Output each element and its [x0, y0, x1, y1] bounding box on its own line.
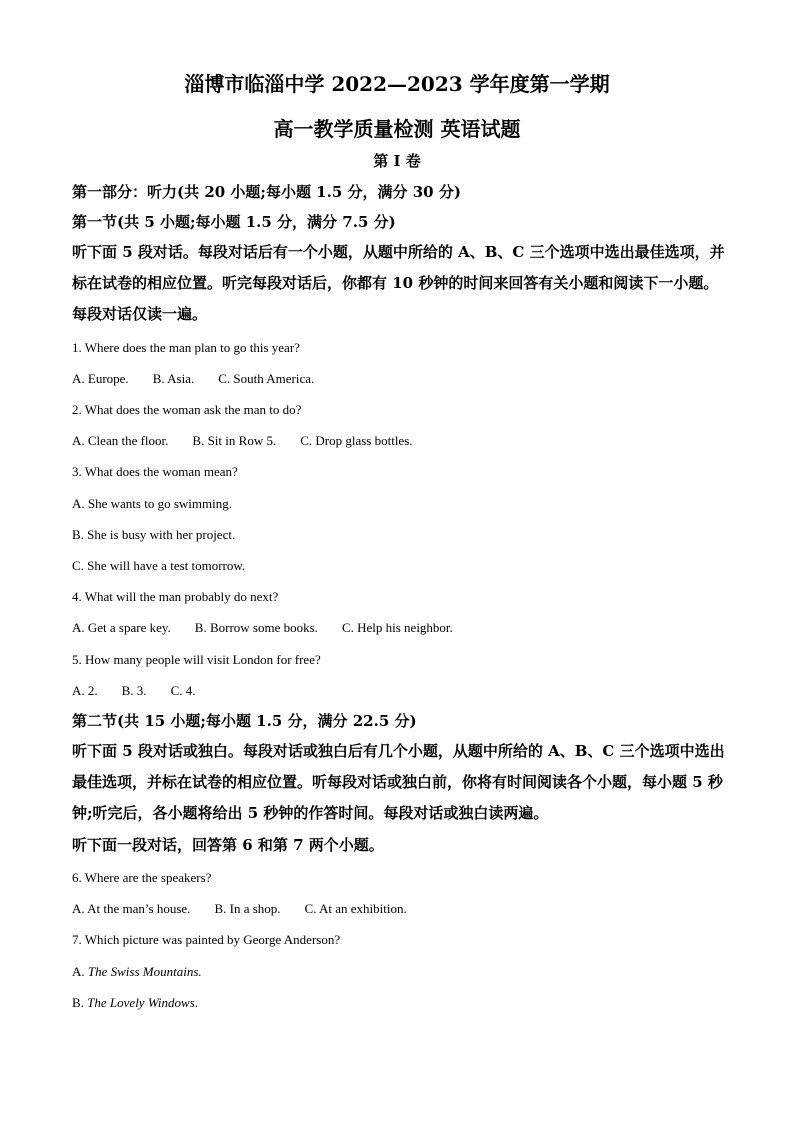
question-5-options	[72, 683, 219, 699]
question-6-options	[72, 901, 431, 917]
volume-label: 第 I 卷	[373, 152, 421, 170]
q1-option-b: B. Asia.	[152, 371, 195, 386]
q4-option-a: A. Get a spare key.	[72, 620, 171, 635]
q7-option-a-title: The Swiss Mountains.	[87, 964, 202, 979]
q5-option-b: B. 3.	[121, 683, 147, 698]
question-1-options	[72, 371, 338, 387]
question-4-stem: 4. What will the man probably do next?	[72, 589, 279, 604]
q7-option-a	[72, 964, 202, 980]
q2-option-a: A. Clean the floor.	[72, 433, 169, 448]
section1-instructions: 听下面 5 段对话。每段对话后有一个小题，从题中所给的 A、B、C 三个选项中选出最佳选项，并标在试卷的相应位置。听完每段对话后，你都有 10 秒钟的时间来回答有关小题和阅读下一小题。每段对话仅读一遍。	[72, 243, 725, 323]
q4-option-c: C. Help his neighbor.	[341, 620, 453, 635]
section1-heading: 第一节(共 5 小题;每小题 1.5 分，满分 7.5 分)	[72, 213, 396, 231]
q5-option-a: A. 2.	[72, 683, 98, 698]
q7-option-b-suffix: .	[194, 995, 199, 1010]
q6-option-b: B. In a shop.	[214, 901, 281, 916]
question-2-options	[72, 433, 437, 449]
q7-option-b-title: The Lovely Windows	[87, 995, 195, 1010]
section2-heading: 第二节(共 15 小题;每小题 1.5 分，满分 22.5 分)	[72, 712, 417, 730]
q3-option-a: A. She wants to go swimming.	[72, 496, 232, 511]
q3-option-c: C. She will have a test tomorrow.	[72, 558, 246, 573]
part1-heading: 第一部分：听力(共 20 小题;每小题 1.5 分，满分 30 分)	[72, 183, 461, 201]
question-1-stem: 1. Where does the man plan to go this year?	[72, 340, 300, 355]
question-3-stem: 3. What does the woman mean?	[72, 464, 238, 479]
q7-option-b-prefix: B.	[72, 995, 88, 1010]
q2-option-c: C. Drop glass bottles.	[300, 433, 413, 448]
q1-option-a: A. Europe.	[72, 371, 129, 386]
q2-option-b: B. Sit in Row 5.	[192, 433, 277, 448]
section2-instructions: 听下面 5 段对话或独白。每段对话或独白后有几个小题，从题中所给的 A、B、C 三个选项中选出最佳选项，并标在试卷的相应位置。听每段对话或独白前，你将有时间阅读各个小题，每小题 5 秒钟;听完后，各小题将给出 5 秒钟的作答时间。每段对话或独白读两遍。	[72, 742, 725, 822]
q3-option-b: B. She is busy with her project.	[72, 527, 236, 542]
q5-option-c: C. 4.	[170, 683, 196, 698]
section2-sub-heading: 听下面一段对话，回答第 6 和第 7 两个小题。	[72, 836, 384, 854]
q4-option-b: B. Borrow some books.	[194, 620, 318, 635]
q6-option-c: C. At an exhibition.	[304, 901, 407, 916]
question-2-stem: 2. What does the woman ask the man to do?	[72, 402, 302, 417]
q1-option-c: C. South America.	[218, 371, 315, 386]
question-6-stem: 6. Where are the speakers?	[72, 870, 212, 885]
exam-title: 淄博市临淄中学 2022—2023 学年度第一学期	[184, 72, 610, 96]
q7-option-a-prefix: A.	[72, 964, 88, 979]
question-4-options	[72, 620, 477, 636]
q6-option-a: A. At the man’s house.	[72, 901, 191, 916]
q7-option-b	[72, 995, 198, 1011]
exam-subtitle: 高一教学质量检测 英语试题	[273, 117, 521, 141]
question-5-stem: 5. How many people will visit London for free?	[72, 652, 321, 667]
question-7-stem: 7. Which picture was painted by George Anderson?	[72, 932, 341, 947]
